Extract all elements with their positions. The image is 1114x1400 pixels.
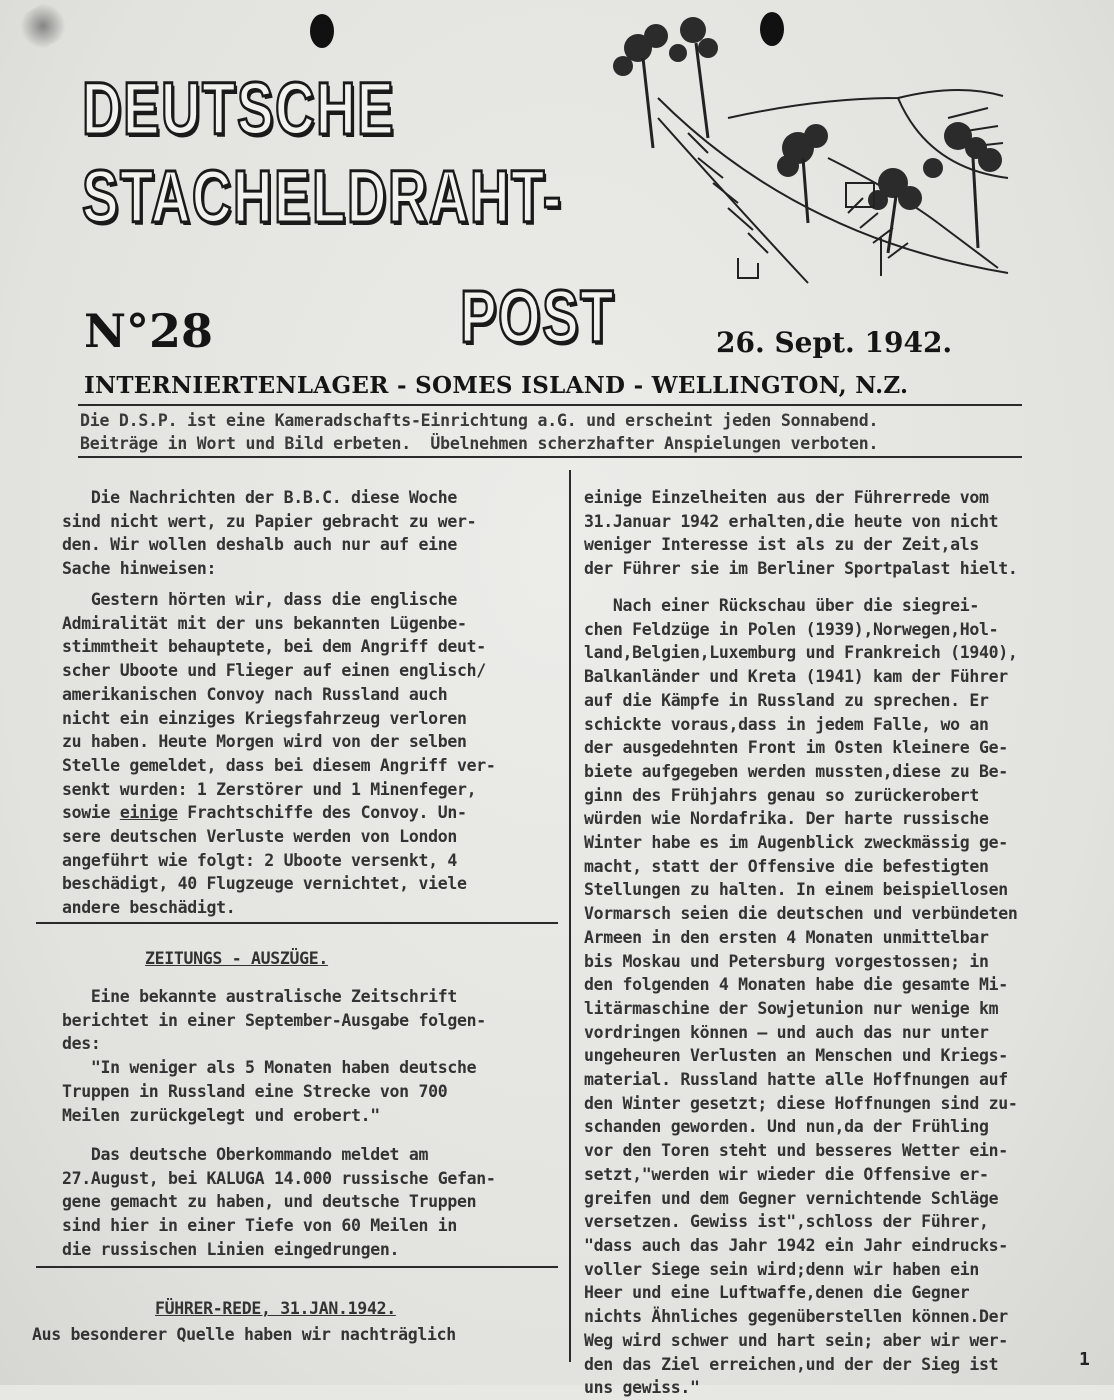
bbc-line-before: sowie bbox=[62, 803, 120, 822]
notice-line1: Die D.S.P. ist eine Kameradschafts-Einrichtung a.G. und erscheint jeden Sonnabend. bbox=[80, 411, 879, 430]
masthead-title-line3: POST bbox=[460, 275, 616, 358]
punch-hole-left bbox=[310, 14, 334, 48]
masthead-rule bbox=[78, 404, 1022, 406]
fuehrer-intro: Aus besonderer Quelle haben wir nachträglich bbox=[32, 1325, 456, 1344]
oberkommando-report: Das deutsche Oberkommando meldet am 27.August, bei KALUGA 14.000 russische Gefan- gene gemacht zu haben, und deutsche Truppen sind hier in einer Tiefe von 60 Meilen in die russischen Linien eingedrungen. bbox=[62, 1145, 496, 1259]
landscape-illustration bbox=[598, 8, 1028, 288]
page-number: 1 bbox=[1079, 1349, 1090, 1370]
bbc-underlined-word: einige bbox=[119, 803, 178, 822]
bbc-underline-line bbox=[62, 801, 467, 825]
section-rule-1 bbox=[36, 922, 558, 924]
column-divider bbox=[569, 470, 571, 1362]
issue-number: N°28 bbox=[84, 304, 214, 358]
masthead-title-line2: STACHELDRAHT- bbox=[82, 155, 563, 238]
bbc-paragraph-3: sere deutschen Verluste werden von London angeführt wie folgt: 2 Uboote versenkt, 4 beschädigt, 40 Flugzeuge vernichtet, viele andere beschädigt. bbox=[62, 827, 467, 918]
zeitungs-excerpt: Eine bekannte australische Zeitschrift berichtet in einer September-Ausgabe folgen- des: "In weniger als 5 Monaten haben deutsche Truppen in Russland eine Strecke von 700 Meilen zurückgelegt und erobert." bbox=[62, 987, 486, 1125]
bbc-paragraph-2: Gestern hörten wir, dass die englische Admiralität mit der uns bekannten Lügenbe- stimmtheit behauptete, bei dem Angriff deut- scher Uboote und Flieger auf einen englisch/ amerikanischen Convoy nach Russland auch nicht ein einziges Kriegsfahrzeug verloren zu haben. Heute Morgen wird von der selben Stelle gemeldet, dass bei diesem Angriff ver- senkt wurden: 1 Zerstörer und 1 Minenfeger, bbox=[62, 590, 496, 799]
notice-rule bbox=[78, 456, 1022, 458]
zeitungs-heading bbox=[145, 947, 328, 971]
ink-smudge bbox=[11, 0, 74, 56]
masthead-title-line1: DEUTSCHE bbox=[82, 67, 396, 150]
bbc-paragraph-1: Die Nachrichten der B.B.C. diese Woche sind nicht wert, zu Papier gebracht zu wer- den. Wir wollen deshalb auch nur auf eine Sache hinweisen: bbox=[62, 488, 477, 579]
notice-line2: Beiträge in Wort und Bild erbeten. Übelnehmen scherzhafter Anspielungen verboten. bbox=[80, 434, 879, 453]
section-rule-2 bbox=[36, 1266, 558, 1268]
fuehrer-heading-text: FÜHRER-REDE, 31.JAN.1942. bbox=[155, 1299, 396, 1318]
bbc-line-after: Frachtschiffe des Convoy. Un- bbox=[177, 803, 467, 822]
issue-date: 26. Sept. 1942. bbox=[716, 326, 953, 359]
fuehrer-heading bbox=[155, 1297, 396, 1321]
zeitungs-heading-text: ZEITUNGS - AUSZÜGE. bbox=[145, 949, 329, 968]
camp-location: INTERNIERTENLAGER - SOMES ISLAND - WELLINGTON, N.Z. bbox=[84, 372, 909, 399]
speech-paragraph-2: Nach einer Rückschau über die siegrei- chen Feldzüge in Polen (1939),Norwegen,Hol- land,Belgien,Luxemburg und Frankreich (1940), Balkanländer und Kreta (1941) kam der Führer auf die Kämpfe in Russland zu sprechen. Er schickte voraus,dass in jedem Falle, wo an der ausgedehnten Front im Osten kleinere Ge- biete aufgegeben werden mussten,diese zu Be- ginn des Frühjahrs genau so zurückerobert würden wie Nordafrika. Der harte russische Winter habe es im Augenblick zweckmässig ge- macht, statt der Offensive die befestigten Stellungen zu halten. In einem beispiellosen Vormarsch seien die deutschen und verbündeten Armeen in den ersten 4 Monaten unmittelbar bis Moskau und Petersburg vorgestossen; in den folgenden 4 Monaten habe die gesamte Mi- litärmaschine der Sowjetunion nur wenige km vordringen können — und auch das nur unter ungeheuren Verlusten an Menschen und Kriegs- material. Russland hatte alle Hoffnungen auf den Winter gesetzt; diese Hoffnungen sind zu- schanden geworden. Und nun,da der Frühling vor den Toren steht und besseres Wetter ein- setzt,"werden wir wieder die Offensive er- greifen und dem Gegner vernichtende Schläge versetzen. Gewiss ist",schloss der Führer, "dass auch das Jahr 1942 ein Jahr eindrucks- voller Siege sein wird;denn wir haben ein Heer und eine Luftwaffe,denen die Gegner nichts Ähnliches gegenüberstellen können.Der Weg wird schwer und hart sein; aber wir wer- den das Ziel erreichen,und der der Sieg ist uns gewiss." bbox=[584, 596, 1018, 1398]
speech-paragraph-1: einige Einzelheiten aus der Führerrede vom 31.Januar 1942 erhalten,die heute von nicht weniger Interesse ist als zu der Zeit,als der Führer sie im Berliner Sportpalast hielt. bbox=[584, 488, 1018, 579]
